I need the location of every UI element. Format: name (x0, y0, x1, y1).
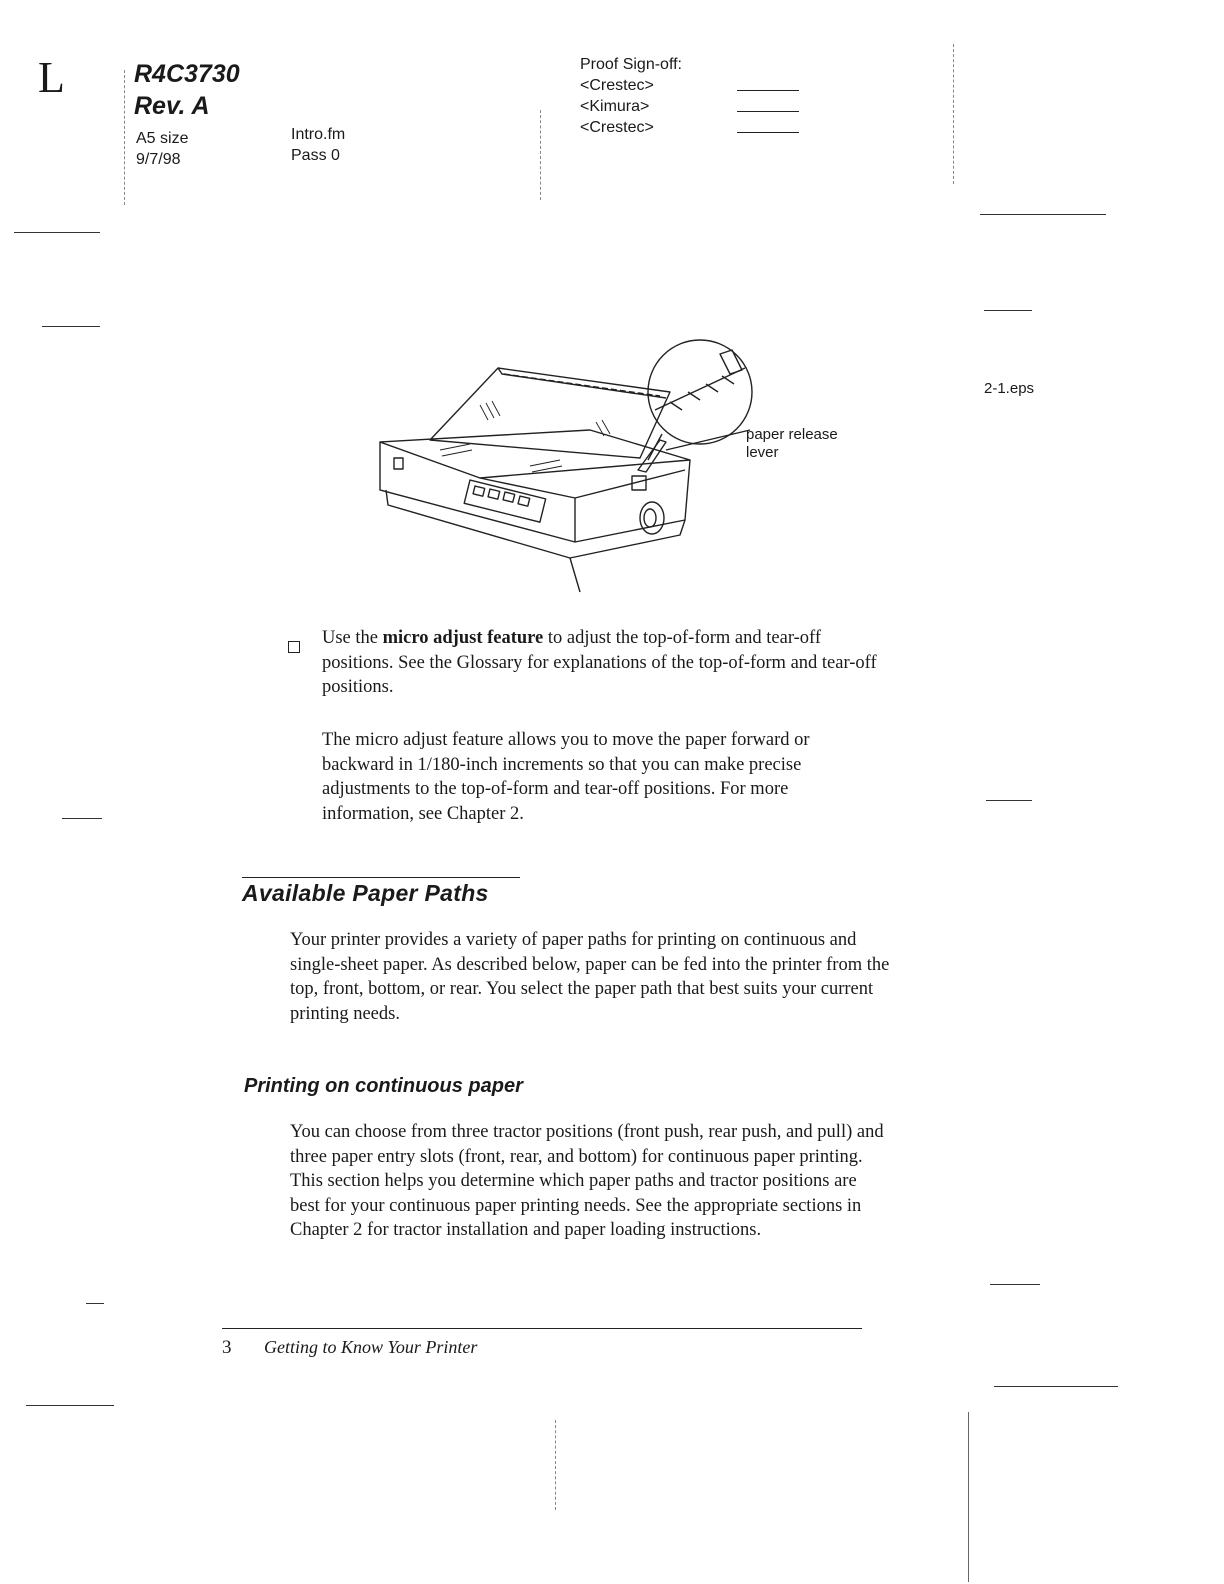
bullet-paragraph (322, 626, 882, 700)
footer-rule (222, 1328, 862, 1329)
size-date-block (136, 128, 188, 170)
heading-rule (242, 877, 520, 878)
corner-letter: L (38, 53, 65, 102)
page-size: A5 size (136, 130, 189, 147)
bullet-rest: to adjust the top-of-form and tear-off positions. See the Glossary for explanations of the top-of-form and tear-off positions. (322, 628, 877, 697)
section-heading: Available Paper Paths (242, 880, 489, 906)
crop-mark (984, 310, 1032, 311)
subsection-heading: Printing on continuous paper (244, 1075, 523, 1097)
bullet-intro: Use the (322, 628, 383, 648)
printer-illustration (370, 330, 760, 595)
document-code-block (134, 58, 240, 122)
crop-mark (990, 1284, 1040, 1285)
revision-label: Rev. A (134, 92, 210, 120)
proof-entry: <Crestec> (580, 77, 654, 94)
crop-mark (980, 214, 1106, 215)
document-code: R4C3730 (134, 60, 240, 88)
bullet-detail: The micro adjust feature allows you to move the paper forward or backward in 1/180-inch increments so that you can make precise adjustments to the top-of-form and tear-off positions. For more information, see Chapter 2. (322, 730, 810, 824)
callout-line: lever (746, 444, 779, 461)
callout-line: paper release (746, 426, 838, 443)
crop-mark (994, 1386, 1118, 1387)
crop-mark (986, 800, 1032, 801)
checkbox-bullet (288, 641, 300, 653)
subsection-body: You can choose from three tractor positions (front push, rear push, and pull) and three paper entry slots (front, rear, and bottom) for continuous paper printing. This section helps you determine which paper paths and tractor positions are best for your continuous paper printing needs. See the appropriate sections in Chapter 2 for tractor installation and paper loading instructions. (290, 1122, 884, 1240)
figure-callout (746, 426, 838, 462)
proof-title: Proof Sign-off: (580, 56, 682, 73)
chapter-title: Getting to Know Your Printer (264, 1337, 478, 1357)
signature-line (737, 111, 799, 112)
proof-entry: <Crestec> (580, 119, 654, 136)
file-pass-block (291, 124, 345, 166)
crop-mark (124, 70, 125, 205)
crop-mark (968, 1412, 969, 1582)
page-number: 3 (222, 1337, 232, 1358)
signature-line (737, 132, 799, 133)
crop-mark (86, 1303, 104, 1304)
crop-mark (540, 110, 541, 200)
section-body: Your printer provides a variety of paper paths for printing on continuous and single-sheet paper. As described below, paper can be fed into the printer from the top, front, bottom, or rear. You select the paper path that best suits your current printing needs. (290, 930, 890, 1024)
crop-mark (555, 1420, 556, 1510)
detail-zoom-circle (648, 340, 752, 444)
crop-mark (26, 1405, 114, 1406)
crop-mark (14, 232, 100, 233)
proof-signoff (580, 54, 682, 138)
file-name: Intro.fm (291, 126, 346, 143)
paper-release-lever (638, 440, 666, 472)
crop-mark (953, 44, 954, 184)
proof-entry: <Kimura> (580, 98, 650, 115)
crop-mark (42, 326, 100, 327)
crop-mark (62, 818, 102, 819)
figure-file-label: 2-1.eps (984, 380, 1035, 397)
bullet-term: micro adjust feature (382, 628, 544, 648)
document-date: 9/7/98 (136, 151, 181, 168)
printer-front (380, 442, 575, 542)
signature-line (737, 90, 799, 91)
pass-label: Pass 0 (291, 147, 340, 164)
